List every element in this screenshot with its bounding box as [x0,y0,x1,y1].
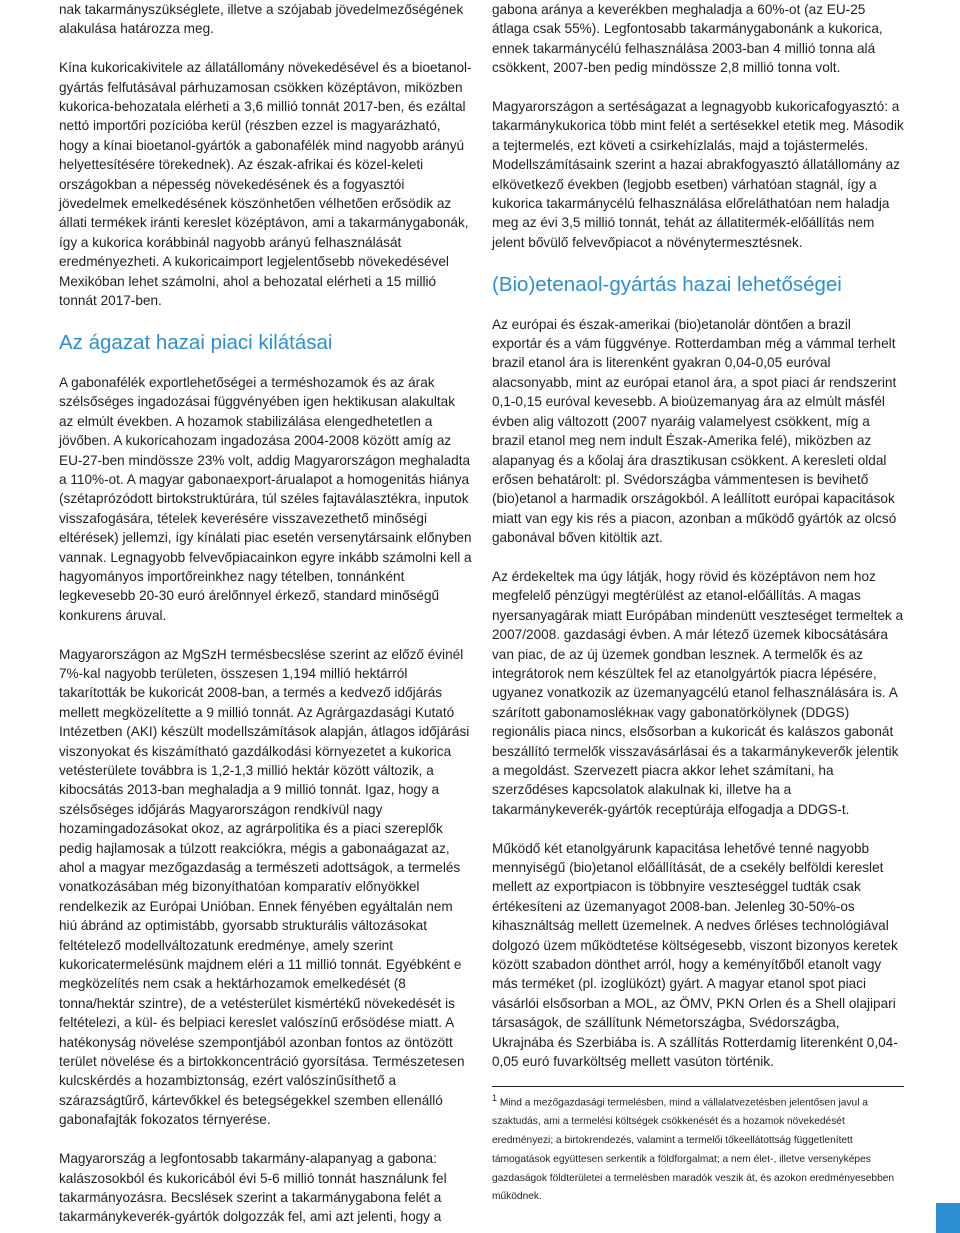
paragraph: Magyarország a legfontosabb takarmány-alapanyag a gabona: kalászosokból és kukoricából évi 5-6 millió tonnát használunk fel takarmányozásra. Becslések szerint a takarmánygabona felét a takarmánykeverék-gyártók dolgozzák fel, ami azt jelenti, hogy a [59,1151,447,1225]
paragraph: nak takarmányszükséglete, illetve a szójabab jövedelmezőségének alakulása határozza meg. [59,2,464,37]
paragraph: Magyarországon a sertéságazat a legnagyobb kukoricafogyasztó: a takarmánykukorica több mint felét a sertésekkel etetik meg. Második a tejtermelés, ezt követi a csirkehízlalás, majd a tojástermelés. Modellszámításaink szerint a hazai abrakfogyasztó állatállomány az elkövetkező években (legjobb esetben) várhatóan stagnál, így a kukorica takarmánycélú felhasználása előreláthatóan nem haladja meg az évi 3,5 millió tonnát, tehát az állatitermék-előállítás nem jelent bővülő felvevőpiacot a növénytermesztésnek. [492,99,904,250]
footnote-marker: 1 [492,1093,498,1103]
paragraph: Az érdekeltek ma úgy látják, hogy rövid és középtávon nem hoz megfelelő pénzügyi megtérülést az etanol-előállítás. A magas nyersanyagárak miatt Európában mindenütt veszteséget termeltek a 2007/2008. gazdasági évben. A már létező üzemek kibocsátására van piac, de az új üzemek gondban lesznek. A termelők és az integrátorok nem készültek fel az etanolgyártók piacra lépésére, ugyanez vonatkozik az üzemanyagcélú etanol felhasználására is. A szárított gabonamoslékнак vagy gabonatörkölynek (DDGS) regionális piaca nincs, elsősorban a kukoricát és kalászos gabonát beszállító termelők visszavásárlásai és a takarmánykeverők jelentik a megoldást. Szervezett piacra akkor lehet számítani, ha szerződéses kapcsolatok alakulnak ki, illetve ha a takarmánykeverék-gyártók receptúrája elfogadja a DDGS-t. [492,568,904,817]
paragraph: gabona aránya a keverékben meghaladja a 60%-ot (az EU-25 átlaga csak 55%). Legfontosabb takarmánygabonánk a kukorica, ennek takarmánycélú felhasználása 2003-ban 4 millió tonna alá csökkent, 2007-ben pedig mindössze 2,8 millió tonna volt. [492,2,883,76]
footnote-text: Mind a mezőgazdasági termelésben, mind a vállalatvezetésben jelentősen javul a szaktudás, ami a termelési költségek csökkenését és a hozamok növekedését eredményezi; a birtokrendezés, valamint a termelői tőkeellátottság függetlenített támogatások együttesen serkentik a földforgalmat; a nem élet-, illetve versenyképes gazdaságok földterületei a termelésben maradók veszik át, és azokon eredményesebben működnek. [492,1097,895,1203]
page-corner-bar [936,1203,960,1233]
paragraph: Magyarországon az MgSzH termésbecslése szerint az előző évinél 7%-kal nagyobb területen, összesen 1,194 millió hektárról takarították be kukoricát 2008-ban, a termés a kedvező időjárás mellett megközelítette a 9 millió tonnát. Az Agrárgazdasági Kutató Intézetben (AKI) készült modellszámítások alapján, átlagos időjárási viszonyokat és kiszámítható gazdálkodási környezetet a kukorica vetésterülete továbbra is 1,2-1,3 millió hektár között változik, a kibocsátás 2013-ban meghaladja a 9 millió tonnát. Igaz, hogy a szélsőséges időjárás Magyarországon rendkívül nagy hozamingadozásokat okoz, az agrárpolitika és a piaci szereplők pedig hajlamosak a túlzott reakciókra, mégis a gabonaágazat az, ahol a magyar mezőgazdaság a természeti adottságok, a termelés vonatkozásában még bizonyíthatóan komparatív előnyökkel rendelkezik az Európai Unióban. Ennek fényében egyáltalán nem hiú ábránd az optimistább, gyorsabb strukturális változásokat feltételező modellváltozatunk eredménye, amely szerint kukoricatermelésünk majdnem eléri a 11 millió tonnát. Egyébként e megközelítés nem csak a hektárhozamok emelkedését (8 tonna/hektár szintre), de a vetésterület kismértékű növekedését is feltételezi, a kül- és belpiaci kereslet valószínű erősödése miatt. A hatékonyság növelése szempontjából azonban fontos az öntözött terület növelése és a birtokkoncentráció gyorsítása. Természetesen kulcskérdés a hozambiztonság, ezért valószínűsíthető a szárazságtűrő, kártevőkkel és betegségekkel szemben ellenálló gabonafajták fokozatos térnyerése. [59,646,470,1128]
paragraph: A gabonafélék exportlehetőségei a terméshozamok és az árak szélsőséges ingadozásai függvényében igen hektikusan alakultak az elmúlt években. A hozamok stabilizálása elengedhetetlen a jövőben. A kukoricahozam ingadozása 2004-2008 között amíg az EU-27-ben mindössze 23% volt, addig Magyarországon meghaladta a 110%-ot. A magyar gabonaexport-árualapot a homogenitás hiánya (szétaprózódott birtokstruktúrára, túl széles fajtaválasztékra, inputok visszafogására, tételek keverésére visszavezethető minőségi eltérések) jellemzi, így kínálati piac esetén versenytársaink előnyben vannak. Legnagyobb felvevőpiacainkon egyre inkább számolni kell a hagyományos importőreinkhez nagy tételben, tonnánként legkevesebb 20-30 euró árelőnnyel érkező, standard minőségű konkurens áruval. [59,374,472,623]
right-column [492,0,904,1071]
section-heading: (Bio)etenaol-gyártás hazai lehetőségei [492,272,842,296]
paragraph: Kína kukoricakivitele az állatállomány növekedésével és a bioetanol-gyártás felfutásával párhuzamosan csökken középtávon, miközben kukorica-behozatala elérheti a 3,6 millió tonnát 2017-ben, és ezáltal nettó importőri pozícióba kerül (részben ezzel is magyarázható, hogy a kínai bioetanol-gyártók a gabonafélék mind nagyobb arányú helyettesítésére törekednek). Az észak-afrikai és közel-keleti országokban a népesség növekedésének és a fogyasztói jövedelmek emelkedésének köszönhetően vélhetően erősödik az állati termékek iránti kereslet középtávon, ami a takarmánygabonák, így a kukorica korábbinál nagyobb arányú felhasználását eredményezheti. A kukoricaimport legjelentősebb növekedésével Mexikóban lehet számolni, ahol a behozatal elérheti a 15 millió tonnát 2017-ben. [59,60,472,309]
paragraph: Az európai és észak-amerikai (bio)etanolár döntően a brazil exportár és a vám függvénye. Rotterdamban még a vámmal terhelt brazil etanol ára is literenként gyakran 0,04-0,05 euróval alacsonyabb, mint az európai etanol ára, a spot piaci ár rendszerint 0,1-0,15 euróval kevesebb. A bioüzemanyag ára az elmúlt másfél évben alig változott (2007 nyaráig valamelyest csökkent, míg a brazil etanol meg nem indult Észak-Amerika felé), miközben az alapanyag és a kőolaj ára drasztikusan csökkent. A keresleti oldal erősen behatárolt: pl. Svédországba vámmentesen is bevihető (bio)etanol a harmadik országokból. A leállított európai kapacitások miatt van egy kis rés a piacon, azonban a működő gyártók az olcsó gabonával bőven kitöltik azt. [492,316,897,546]
left-column [59,0,473,1227]
footnote [492,1086,904,1207]
paragraph: Működő két etanolgyárunk kapacitása lehetővé tenné nagyobb mennyiségű (bio)etanol előállítását, de a csekély belföldi kereslet mellett az exportpiacon is többnyire veszteséggel tudták csak értékesíteni az üzemanyagot 2008-ban. Jelenleg 30-50%-os kihasználtság mellett üzemelnek. A nedves őrléses technológiával dolgozó üzem működtetése költségesebb, viszont bizonyos keretek között szabadon dönthet arról, hogy a keményítőből etanolt vagy más terméket (pl. izoglükózt) gyárt. A magyar etanol spot piaci vásárlói elsősorban a MOL, az ÖMV, PKN Orlen és a Shell olajipari társaságok, de szállítunk Németországba, Svédországba, Ukrajnába és Szerbiába is. A szállítás Rotterdamig literenként 0,04-0,05 euró fuvarköltség mellett vasúton történik. [492,840,898,1070]
section-heading: Az ágazat hazai piaci kilátásai [59,330,333,354]
